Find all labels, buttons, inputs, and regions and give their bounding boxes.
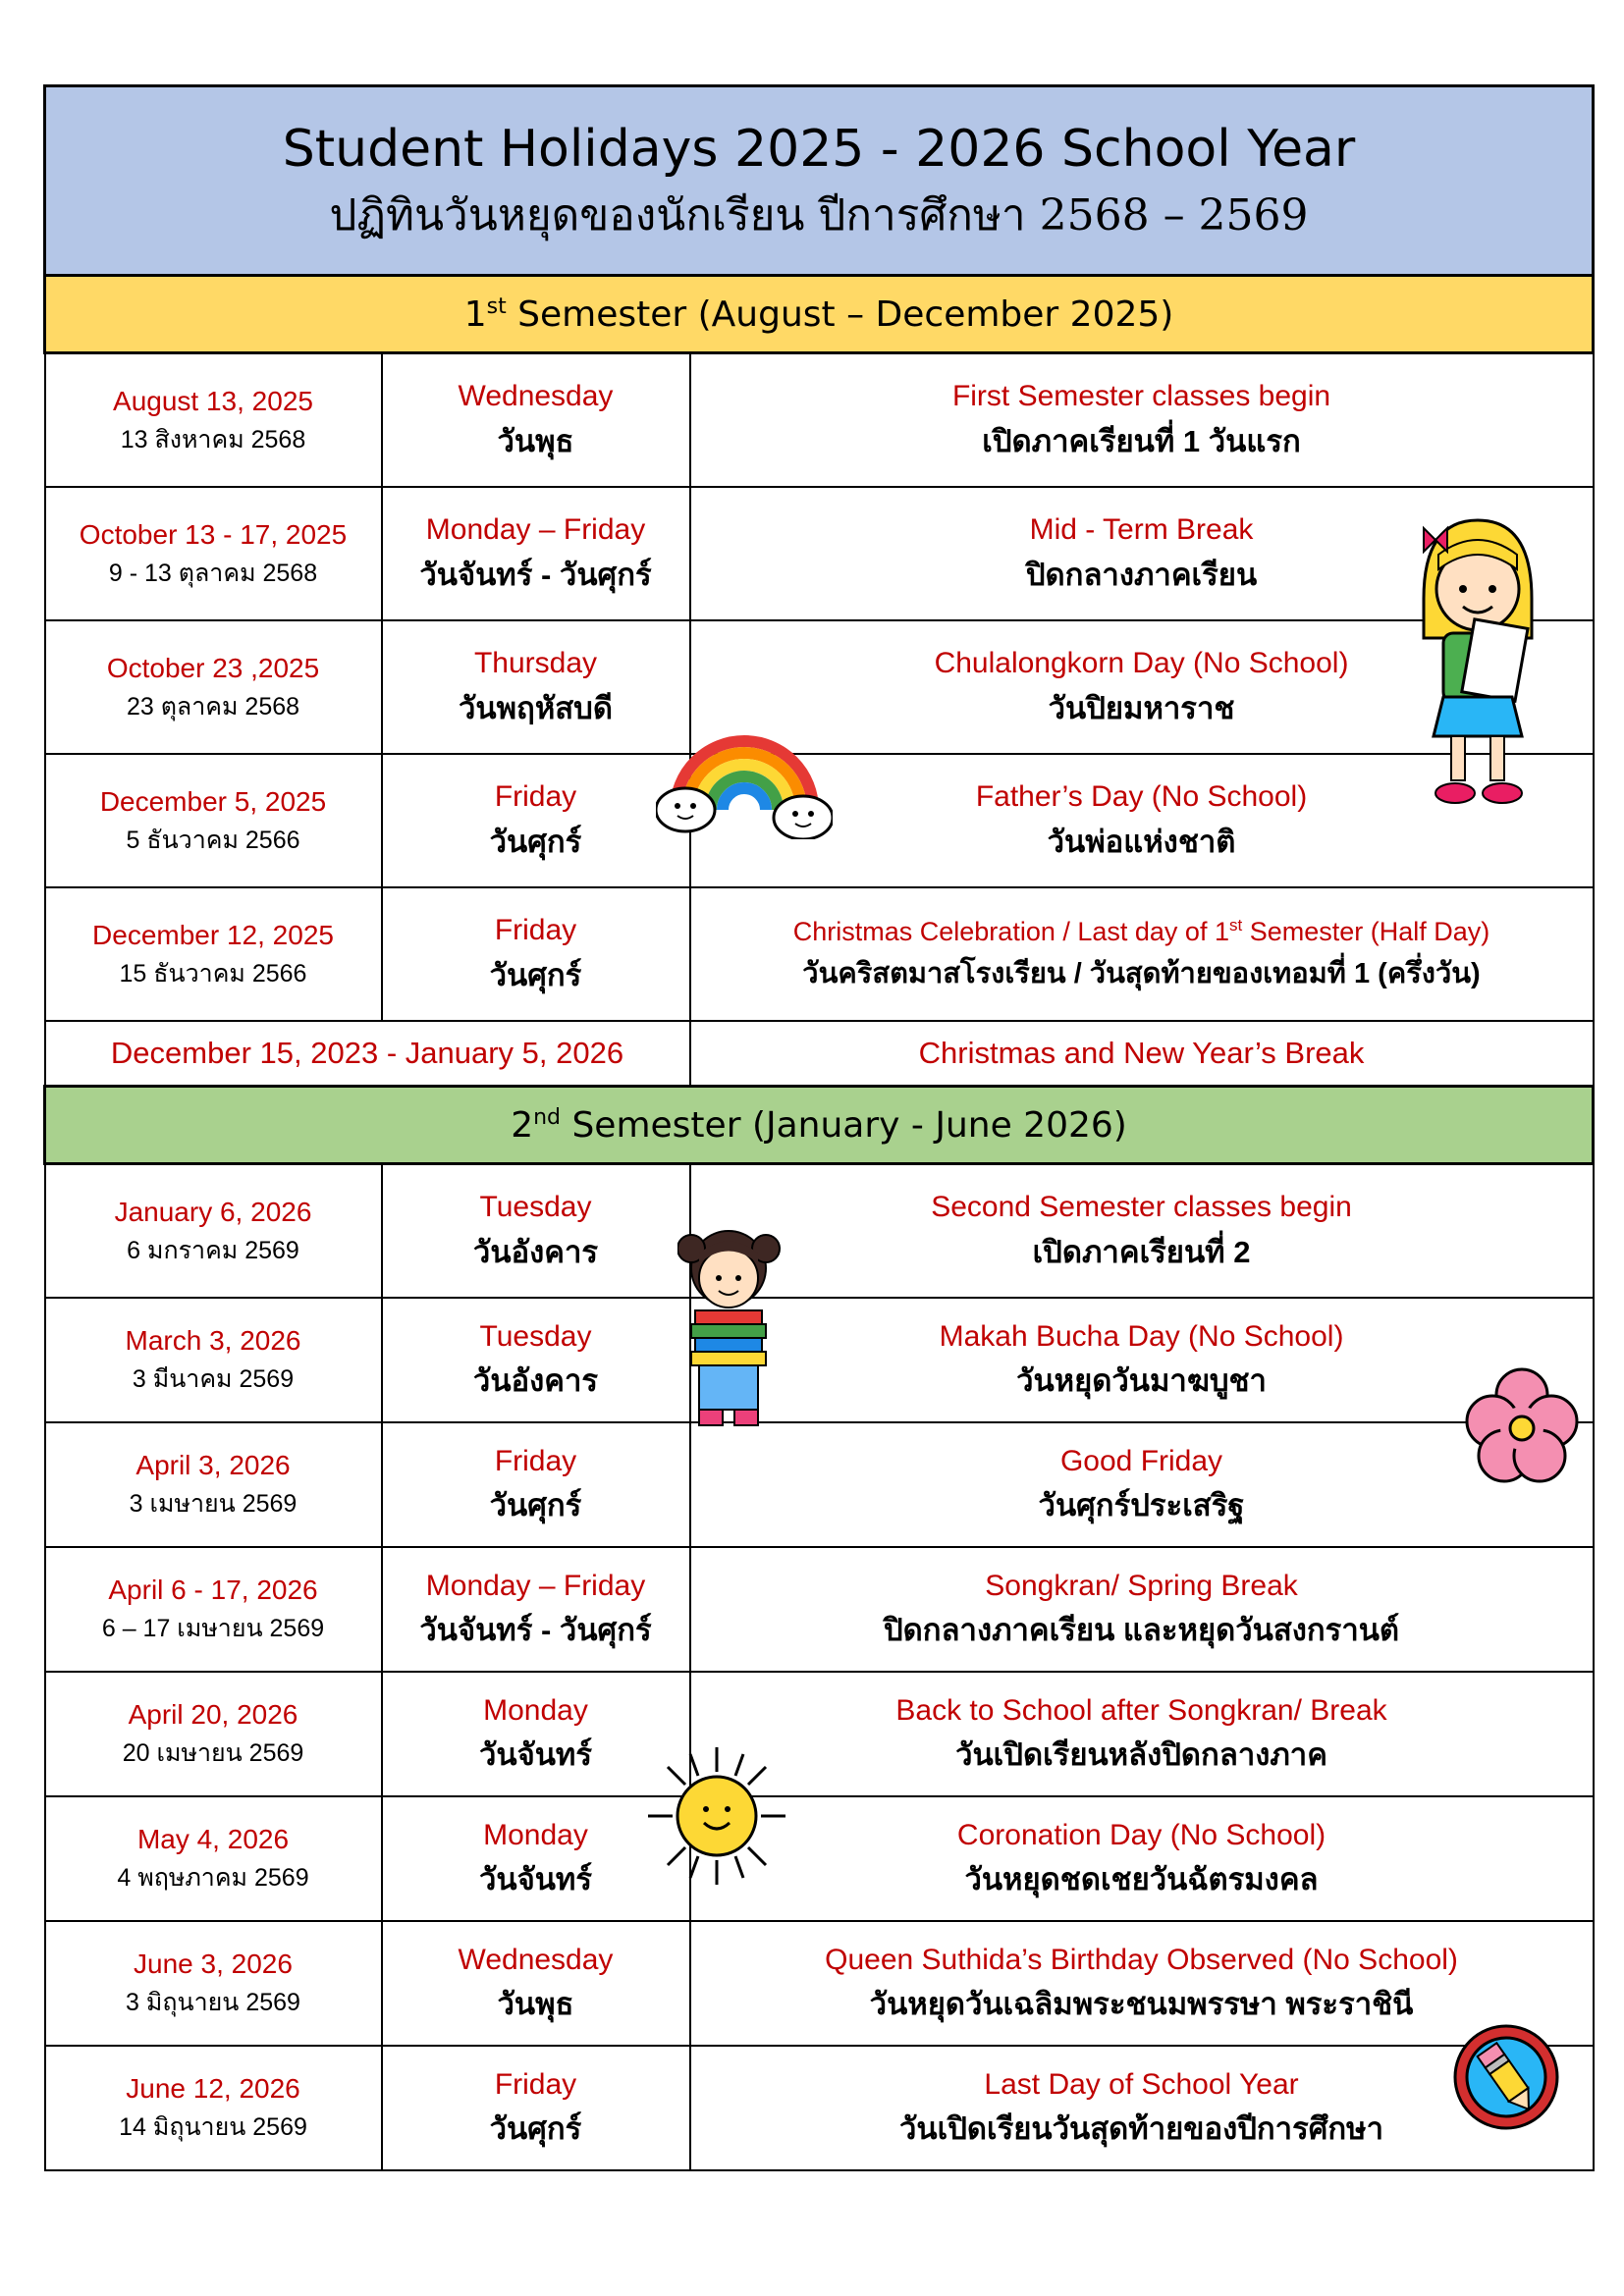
break-event: Christmas and New Year’s Break (918, 1036, 1365, 1070)
flower-clipart (1461, 1367, 1584, 1485)
day-en: Friday (494, 1444, 577, 1477)
event-th: วันเปิดเรียนหลังปิดกลางภาค (955, 1737, 1327, 1773)
rainbow-clipart (656, 702, 833, 839)
day-th: วันจันทร์ - วันศุกร์ (419, 1613, 652, 1648)
day-en: Friday (494, 2067, 577, 2101)
table-row (45, 487, 1594, 620)
semester-2-ordinal: nd (533, 1104, 562, 1130)
calendar-sheet (43, 84, 1592, 2171)
day-cell (382, 1422, 690, 1547)
event-en: Songkran/ Spring Break (985, 1569, 1298, 1602)
date-cell (45, 1298, 382, 1422)
day-en: Wednesday (458, 1943, 614, 1976)
girl-with-paper-clipart (1414, 510, 1542, 815)
day-en: Monday – Friday (425, 513, 646, 547)
event-cell (690, 1164, 1594, 1299)
event-th: วันหยุดวันมาฆบูชา (1016, 1363, 1267, 1399)
day-th: วันศุกร์ (489, 957, 582, 992)
holiday-table (43, 84, 1595, 2171)
day-th: วันพุธ (497, 423, 574, 458)
date-cell (45, 1796, 382, 1921)
day-cell (382, 487, 690, 620)
event-en: Makah Bucha Day (No School) (939, 1319, 1344, 1353)
date-en: April 20, 2026 (128, 1699, 298, 1731)
date-th: 15 ธันวาคม 2566 (119, 959, 307, 988)
date-th: 5 ธันวาคม 2566 (126, 826, 300, 854)
break-dates-cell (45, 1021, 690, 1087)
day-th: วันพฤหัสบดี (459, 690, 613, 725)
day-en: Friday (494, 780, 577, 814)
date-cell (45, 1547, 382, 1672)
date-th: 3 มีนาคม 2569 (132, 1365, 295, 1394)
day-en: Thursday (473, 647, 598, 680)
date-en: August 13, 2025 (113, 385, 313, 416)
date-cell (45, 887, 382, 1021)
day-th: วันศุกร์ (489, 2111, 582, 2147)
date-cell (45, 754, 382, 887)
event-en-part: Semester (Half Day) (1242, 917, 1490, 947)
table-row (45, 887, 1594, 1021)
event-th: เปิดภาคเรียนที่ 1 วันแรก (982, 423, 1301, 458)
event-en: Second Semester classes begin (931, 1191, 1352, 1224)
event-cell (690, 1672, 1594, 1796)
day-th: วันจันทร์ (478, 1737, 593, 1773)
event-cell (690, 1422, 1594, 1547)
event-th: วันหยุดวันเฉลิมพระชนมพรรษา พระราชินี (869, 1987, 1414, 2022)
event-en: Back to School after Songkran/ Break (895, 1693, 1387, 1727)
day-th: วันพุธ (497, 1987, 574, 2022)
date-cell (45, 1921, 382, 2046)
event-cell (690, 887, 1594, 1021)
event-en (691, 915, 1593, 949)
day-th: วันศุกร์ (489, 1488, 582, 1523)
table-row (45, 2046, 1594, 2170)
pencil-badge-clipart (1451, 2022, 1561, 2132)
semester-2-label (45, 1087, 1594, 1164)
date-cell (45, 487, 382, 620)
day-th: วันจันทร์ (478, 1862, 593, 1897)
event-th: วันเปิดเรียนวันสุดท้ายของปีการศึกษา (899, 2111, 1384, 2147)
day-cell (382, 620, 690, 754)
date-en: April 3, 2026 (135, 1450, 291, 1481)
event-en: Father’s Day (No School) (975, 780, 1308, 814)
girl-with-books-clipart (677, 1214, 781, 1435)
event-th: วันหยุดชดเชยวันฉัตรมงคล (964, 1862, 1319, 1897)
date-cell (45, 620, 382, 754)
event-cell (690, 1796, 1594, 1921)
date-en: May 4, 2026 (136, 1824, 290, 1855)
date-cell (45, 1672, 382, 1796)
event-cell (690, 1298, 1594, 1422)
semester-1-number: 1 (463, 294, 487, 335)
table-row (45, 1796, 1594, 1921)
day-en: Tuesday (479, 1319, 592, 1353)
day-cell (382, 887, 690, 1021)
day-en: Tuesday (479, 1191, 592, 1224)
event-en: First Semester classes begin (951, 380, 1331, 413)
date-th: 14 มิถุนายน 2569 (119, 2113, 307, 2142)
day-th: วันศุกร์ (489, 824, 582, 859)
page-subtitle-thai: ปฏิทินวันหยุดของนักเรียน ปีการศึกษา 2568 – 2569 (329, 189, 1309, 240)
table-row (45, 1422, 1594, 1547)
event-en-part: Christmas Celebration / Last day of 1 (792, 917, 1229, 947)
event-th: ปิดกลางภาคเรียน (1025, 557, 1258, 592)
event-th: วันปิยมหาราช (1048, 690, 1235, 725)
date-en: October 23 ,2025 (106, 652, 320, 683)
table-row (45, 353, 1594, 488)
event-th: วันคริสตมาสโรงเรียน / วันสุดท้ายของเทอมที่ 1 (ครึ่งวัน) (802, 957, 1481, 989)
event-en: Mid - Term Break (1029, 513, 1254, 547)
date-th: 3 มิถุนายน 2569 (126, 1989, 300, 2017)
event-th: ปิดกลางภาคเรียน และหยุดวันสงกรานต์ (883, 1613, 1400, 1648)
break-event-cell (690, 1021, 1594, 1087)
day-en: Friday (494, 914, 577, 947)
table-row (45, 1298, 1594, 1422)
day-en: Monday (483, 1693, 588, 1727)
day-en: Monday (483, 1818, 588, 1851)
event-cell (690, 353, 1594, 488)
date-cell (45, 2046, 382, 2170)
date-en: October 13 - 17, 2025 (79, 518, 348, 550)
date-en: June 3, 2026 (134, 1949, 293, 1980)
date-en: June 12, 2026 (126, 2073, 300, 2105)
table-row (45, 1921, 1594, 2046)
event-en: Queen Suthida’s Birthday Observed (No School) (825, 1943, 1458, 1976)
date-en: December 5, 2025 (99, 785, 327, 817)
event-cell (690, 1547, 1594, 1672)
semester-2-title: Semester (January - June 2026) (561, 1104, 1127, 1146)
date-en: March 3, 2026 (125, 1325, 301, 1357)
semester-1-title: Semester (August – December 2025) (506, 294, 1174, 335)
semester-1-label (45, 276, 1594, 353)
day-th: วันจันทร์ - วันศุกร์ (419, 557, 652, 592)
date-en: December 12, 2025 (92, 919, 334, 950)
date-th: 4 พฤษภาคม 2569 (117, 1864, 309, 1893)
date-th: 23 ตุลาคม 2568 (126, 692, 300, 721)
date-th: 3 เมษายน 2569 (129, 1490, 298, 1519)
day-th: วันอังคาร (472, 1363, 599, 1399)
event-en: Chulalongkorn Day (No School) (934, 647, 1349, 680)
event-th: เปิดภาคเรียนที่ 2 (1032, 1234, 1251, 1269)
event-th: วันพ่อแห่งชาติ (1047, 824, 1236, 859)
date-th: 20 เมษายน 2569 (122, 1739, 304, 1768)
page-title: Student Holidays 2025 - 2026 School Year (282, 119, 1356, 179)
day-en: Wednesday (458, 380, 614, 413)
day-th: วันอังคาร (472, 1234, 599, 1269)
event-th: วันศุกร์ประเสริฐ (1038, 1488, 1245, 1523)
day-cell (382, 754, 690, 887)
semester-1-ordinal: st (486, 294, 507, 319)
day-cell (382, 1547, 690, 1672)
date-th: 6 มกราคม 2569 (127, 1236, 299, 1264)
day-cell (382, 1921, 690, 2046)
date-cell (45, 1164, 382, 1299)
break-row (45, 1021, 1594, 1087)
semester-1-header (45, 276, 1594, 353)
event-en: Last Day of School Year (984, 2067, 1299, 2101)
table-row (45, 1672, 1594, 1796)
date-en: January 6, 2026 (114, 1196, 312, 1227)
event-en-ordinal: st (1228, 916, 1243, 935)
semester-2-number: 2 (511, 1104, 534, 1146)
day-cell (382, 353, 690, 488)
date-en: April 6 - 17, 2026 (108, 1575, 318, 1606)
title-cell (45, 86, 1594, 276)
date-th: 9 - 13 ตุลาคม 2568 (108, 559, 318, 587)
day-cell (382, 2046, 690, 2170)
event-en: Good Friday (1059, 1444, 1223, 1477)
date-cell (45, 353, 382, 488)
sun-clipart (643, 1742, 790, 1890)
date-cell (45, 1422, 382, 1547)
date-th: 6 – 17 เมษายน 2569 (101, 1615, 325, 1643)
event-en: Coronation Day (No School) (956, 1818, 1326, 1851)
date-th: 13 สิงหาคม 2568 (120, 425, 306, 454)
table-row (45, 1164, 1594, 1299)
title-row (45, 86, 1594, 276)
semester-2-header (45, 1087, 1594, 1164)
break-dates: December 15, 2023 - January 5, 2026 (110, 1036, 624, 1070)
day-en: Monday – Friday (425, 1569, 646, 1602)
day-cell (382, 1298, 690, 1422)
table-row (45, 1547, 1594, 1672)
day-cell (382, 1164, 690, 1299)
